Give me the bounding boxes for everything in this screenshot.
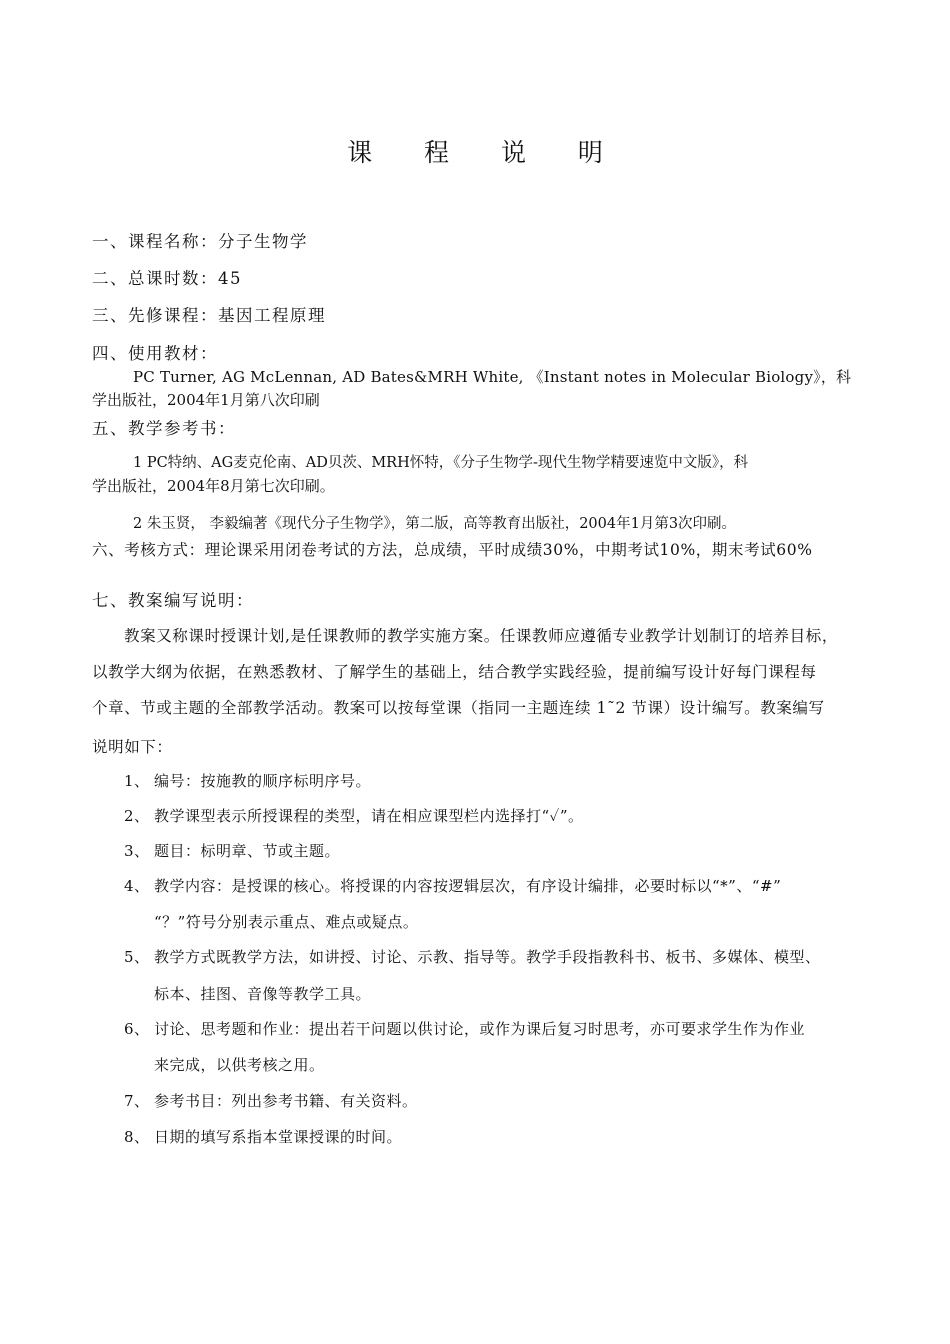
list-item-number: 4、 (124, 877, 150, 895)
textbook-line-2: 学出版社，2004年1月第八次印刷 (92, 391, 320, 409)
list-item-2 (124, 805, 584, 826)
textbook-heading: 四、使用教材： (92, 344, 218, 363)
list-item-text: 题目：标明章、节或主题。 (154, 842, 341, 860)
list-item-5 (124, 946, 821, 967)
list-item-6-continued: 来完成，以供考核之用。 (154, 1056, 325, 1074)
course-name: 一、课程名称：分子生物学 (92, 232, 308, 251)
total-hours: 二、总课时数：45 (92, 269, 242, 288)
reference-1-line-2: 学出版社，2004年8月第七次印刷。 (92, 477, 335, 495)
list-item-number: 8、 (124, 1128, 150, 1146)
intro-line-3: 个章、节或主题的全部教学活动。教案可以按每堂课（指同一主题连续 1˜2 节课）设计编写。教案编写 (92, 699, 825, 717)
list-item-text: 参考书目：列出参考书籍、有关资料。 (154, 1092, 418, 1110)
list-item-4 (124, 875, 781, 896)
list-item-text: 教学内容：是授课的核心。将授课的内容按逻辑层次，有序设计编排，必要时标以“*”、“#” (154, 877, 782, 895)
intro-line-2: 以教学大纲为依据，在熟悉教材、了解学生的基础上，结合教学实践经验，提前编写设计好每门课程每 (92, 663, 817, 681)
assessment-method: 六、考核方式：理论课采用闭卷考试的方法，总成绩，平时成绩30%，中期考试10%，期末考试60% (92, 541, 813, 559)
list-item-1 (124, 770, 371, 791)
list-item-6 (124, 1018, 805, 1039)
list-item-7 (124, 1090, 418, 1111)
list-item-text: 编号：按施教的顺序标明序号。 (154, 772, 372, 790)
reference-1-line-1: 1 PC特纳、AG麦克伦南、AD贝茨、MRH怀特，《分子生物学-现代生物学精要速览中文版》，科 (133, 455, 749, 471)
textbook-line-1: PC Turner, AG McLennan, AD Bates&MRH White, 《Instant notes in Molecular Biology》，科 (133, 368, 852, 386)
list-item-text: 日期的填写系指本堂课授课的时间。 (154, 1128, 403, 1146)
list-item-number: 1、 (124, 772, 150, 790)
list-item-text: 讨论、思考题和作业：提出若干问题以供讨论，或作为课后复习时思考，亦可要求学生作为作业 (154, 1020, 806, 1038)
list-item-5-continued: 标本、挂图、音像等教学工具。 (154, 985, 372, 1003)
intro-line-1: 教案又称课时授课计划,是任课教师的教学实施方案。任课教师应遵循专业教学计划制订的培养目标， (124, 627, 838, 645)
list-item-number: 3、 (124, 842, 150, 860)
list-item-3 (124, 840, 340, 861)
list-item-number: 5、 (124, 948, 150, 966)
list-item-text: 教学方式既教学方法，如讲授、讨论、示教、指导等。教学手段指教科书、板书、多媒体、模型、 (154, 948, 821, 966)
list-item-number: 2、 (124, 807, 150, 825)
intro-line-4: 说明如下： (92, 738, 173, 756)
list-item-8 (124, 1126, 402, 1147)
list-item-4-continued: “？”符号分别表示重点、难点或疑点。 (154, 913, 419, 931)
prerequisite-course: 三、先修课程：基因工程原理 (92, 306, 326, 325)
reference-2: 2 朱玉贤， 李毅编著《现代分子生物学》，第二版，高等教育出版社，2004年1月第3次印刷。 (133, 516, 737, 532)
list-item-number: 7、 (124, 1092, 150, 1110)
lesson-plan-heading: 七、教案编写说明： (92, 591, 254, 610)
list-item-text: 教学课型表示所授课程的类型，请在相应课型栏内选择打“✓”。 (154, 807, 584, 825)
list-item-number: 6、 (124, 1020, 150, 1038)
page-title: 课 程 说 明 (347, 138, 625, 167)
reference-heading: 五、教学参考书： (92, 419, 236, 438)
